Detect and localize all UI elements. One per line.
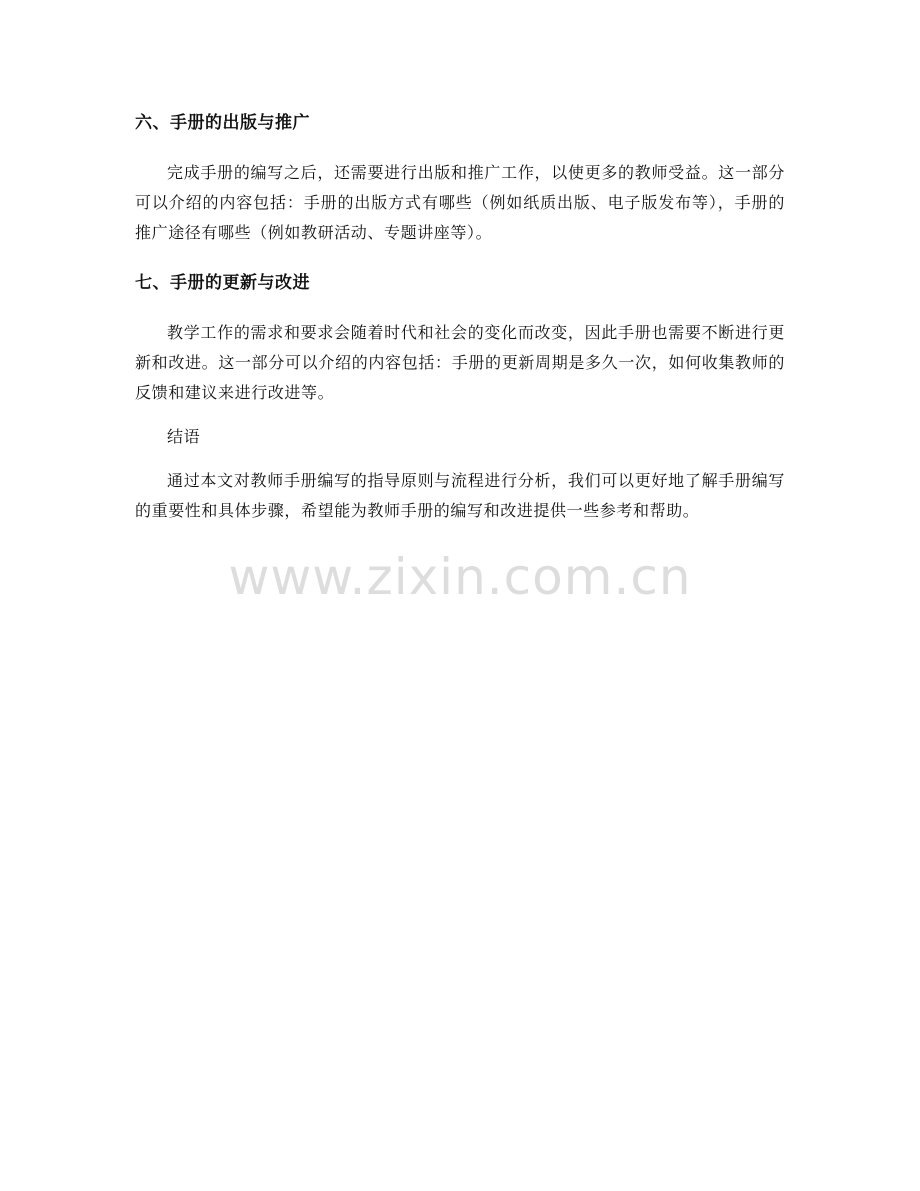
section-heading-publication: 六、手册的出版与推广	[135, 113, 310, 133]
conclusion-paragraph: 通过本文对教师手册编写的指导原则与流程进行分析，我们可以更好地了解手册编写的重要性和具体步骤，希望能为教师手册的编写和改进提供一些参考和帮助。	[135, 471, 785, 520]
section-heading-update: 七、手册的更新与改进	[135, 273, 310, 293]
document-body	[135, 104, 785, 526]
conclusion-title: 结语	[167, 427, 201, 446]
section-paragraph-update: 教学工作的需求和要求会随着时代和社会的变化而改变，因此手册也需要不断进行更新和改进。这一部分可以介绍的内容包括：手册的更新周期是多久一次，如何收集教师的反馈和建议来进行改进等。	[135, 323, 785, 402]
watermark-text: www.zixin.com.cn	[228, 548, 692, 606]
section-paragraph-publication: 完成手册的编写之后，还需要进行出版和推广工作，以使更多的教师受益。这一部分可以介绍的内容包括：手册的出版方式有哪些（例如纸质出版、电子版发布等），手册的推广途径有哪些（例如教研活动、专题讲座等）。	[135, 163, 785, 242]
